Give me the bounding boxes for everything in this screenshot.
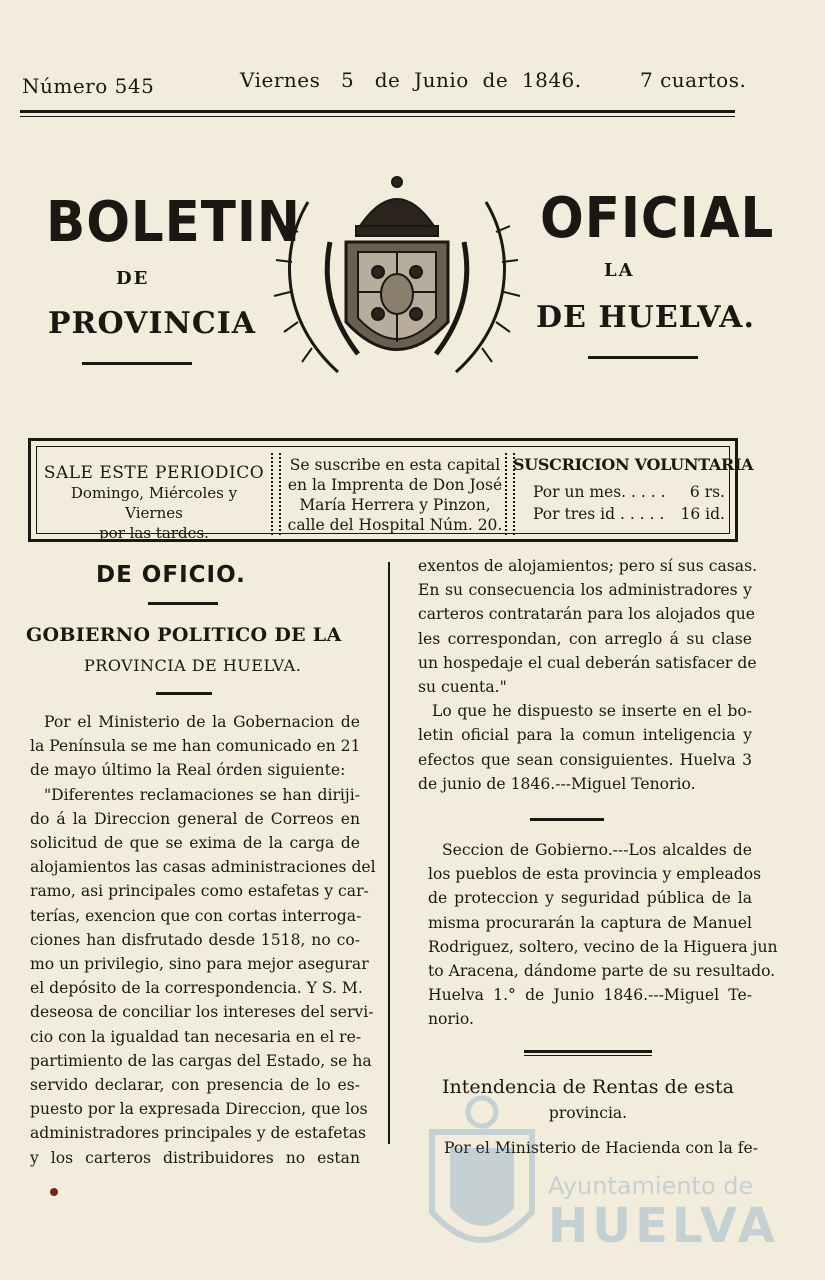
text-line: Rodriguez, soltero, vecino de la Higuera jun (428, 937, 778, 956)
issue-number: Número 545 (22, 74, 155, 98)
text-line: de junio de 1846.---Miguel Tenorio. (418, 774, 696, 793)
subscription-box-inner (36, 446, 754, 542)
masthead-ornament-right (588, 356, 698, 359)
royal-crest-icon (268, 172, 526, 384)
text-line: puesto por la expresada Direccion, que los (30, 1100, 368, 1119)
article-heading: GOBIERNO POLITICO DE LA (26, 624, 342, 646)
rate-price: 16 id. (680, 505, 725, 523)
text-line: Por el Ministerio de la Gobernacion de (44, 713, 360, 731)
intendencia-subtitle: provincia. (548, 1104, 628, 1122)
text-line: carteros contratarán para los alojados que (418, 605, 755, 624)
rate-row (513, 481, 739, 503)
city-shield-icon (422, 1092, 542, 1268)
separator (530, 818, 604, 821)
masthead-provincia: PROVINCIA (48, 306, 257, 341)
text-line: les correspondan, con arreglo á su clase (418, 629, 752, 648)
rate-row (513, 503, 739, 525)
masthead-ornament-left (82, 362, 192, 365)
subscription-address (281, 455, 509, 535)
text-line: Seccion de Gobierno.---Los alcaldes de (442, 841, 752, 859)
text-line: partimiento de las cargas del Estado, se ha (30, 1051, 372, 1070)
text-line: los pueblos de esta provincia y empleados (428, 865, 762, 884)
masthead-boletin: BOLETIN (46, 190, 301, 255)
text-line: administradores principales y de estafetas (30, 1124, 367, 1143)
address-line: calle del Hospital Núm. 20. (287, 516, 503, 534)
text-line: cio con la igualdad tan necesaria en el re- (30, 1027, 362, 1046)
schedule-days: Domingo, Miércoles y Viernes (70, 484, 238, 522)
text-line: ciones han disfrutado desde 1518, no co- (30, 930, 360, 949)
left-column-text (30, 710, 376, 1170)
schedule-time: por las tardes. (99, 524, 209, 542)
right-column-text (418, 554, 758, 796)
rates-title: SUSCRICION VOLUNTARIA (513, 455, 754, 474)
text-line: ramo, asi principales como estafetas y car- (30, 882, 369, 901)
masthead-de-huelva: DE HUELVA. (536, 300, 755, 335)
text-line: "Diferentes reclamaciones se han diriji- (44, 785, 360, 804)
text-line: alojamientos las casas administraciones del (30, 858, 376, 877)
archive-watermark (416, 1086, 779, 1272)
masthead-oficial: OFICIAL (540, 186, 775, 251)
watermark-line1: Ayuntamiento de (548, 1172, 754, 1200)
text-line: servido declarar, con presencia de lo es- (30, 1076, 360, 1095)
separator (148, 602, 218, 605)
seccion-gobierno-text (428, 838, 778, 1032)
separator (156, 692, 212, 695)
masthead-de: DE (116, 268, 150, 289)
text-line: mo un privilegio, sino para mejor asegurar (30, 955, 369, 974)
text-line: Por el Ministerio de Hacienda con la fe- (444, 1139, 759, 1157)
text-line: la Península se me han comunicado en 21 (30, 737, 361, 756)
address-line: María Herrera y Pinzon, (299, 496, 491, 514)
issue-date: Viernes 5 de Junio de 1846. (240, 68, 582, 92)
text-line: terías, exencion que con cortas interroga- (30, 906, 362, 925)
text-line: norio. (428, 1010, 474, 1029)
text-line: y los carteros distribuidores no estan (30, 1148, 360, 1167)
text-line: efectos que sean consiguientes. Huelva 3 (418, 750, 752, 769)
text-line: de mayo último la Real órden siguiente: (30, 761, 346, 780)
text-line: el depósito de la correspondencia. Y S. M. (30, 979, 363, 998)
address-line: en la Imprenta de Don José (287, 476, 503, 494)
intendencia-title: Intendencia de Rentas de esta (442, 1076, 734, 1098)
text-line: letin oficial para la comun inteligencia y (418, 726, 752, 745)
subscription-rates (513, 455, 754, 525)
watermark-line2: HUELVA (548, 1198, 779, 1254)
rate-label: Por tres id . . . . . (533, 505, 665, 523)
text-line: misma procurarán la captura de Manuel (428, 913, 752, 932)
text-line: de proteccion y seguridad pública de la (428, 889, 752, 908)
text-line: exentos de alojamientos; pero sí sus casas. (418, 557, 758, 575)
subscription-box (28, 438, 754, 542)
double-separator-thin (524, 1055, 652, 1056)
box-divider (271, 453, 281, 535)
section-title: DE OFICIO. (96, 562, 246, 588)
text-line: su cuenta." (418, 678, 507, 697)
header-rule (20, 110, 735, 113)
text-line: deseosa de conciliar los intereses del servi- (30, 1003, 374, 1022)
text-line: En su consecuencia los administradores y (418, 581, 752, 600)
issue-price: 7 cuartos. (640, 68, 747, 92)
schedule-title: SALE ESTE PERIODICO (43, 463, 265, 483)
text-line: Lo que he dispuesto se inserte en el bo- (432, 702, 752, 721)
text-line: solicitud de que se exima de la carga de (30, 834, 360, 853)
double-separator (524, 1050, 652, 1053)
rate-label: Por un mes. . . . . (533, 483, 666, 501)
rate-price: 6 rs. (689, 483, 725, 501)
ink-blot (50, 1188, 58, 1196)
text-line: un hospedaje el cual deberán satisfacer de (418, 653, 757, 672)
address-line: Se suscribe en esta capital (289, 456, 501, 474)
text-line: to Aracena, dándome parte de su resultado. (428, 962, 776, 981)
article-subheading: PROVINCIA DE HUELVA. (84, 656, 302, 675)
text-line: Huelva 1.° de Junio 1846.---Miguel Te- (428, 986, 752, 1005)
header-rule-thin (20, 116, 735, 117)
column-rule (388, 562, 390, 1144)
text-line: do á la Direccion general de Correos en (30, 809, 360, 828)
publication-schedule (41, 455, 267, 543)
masthead-la: LA (604, 260, 635, 281)
